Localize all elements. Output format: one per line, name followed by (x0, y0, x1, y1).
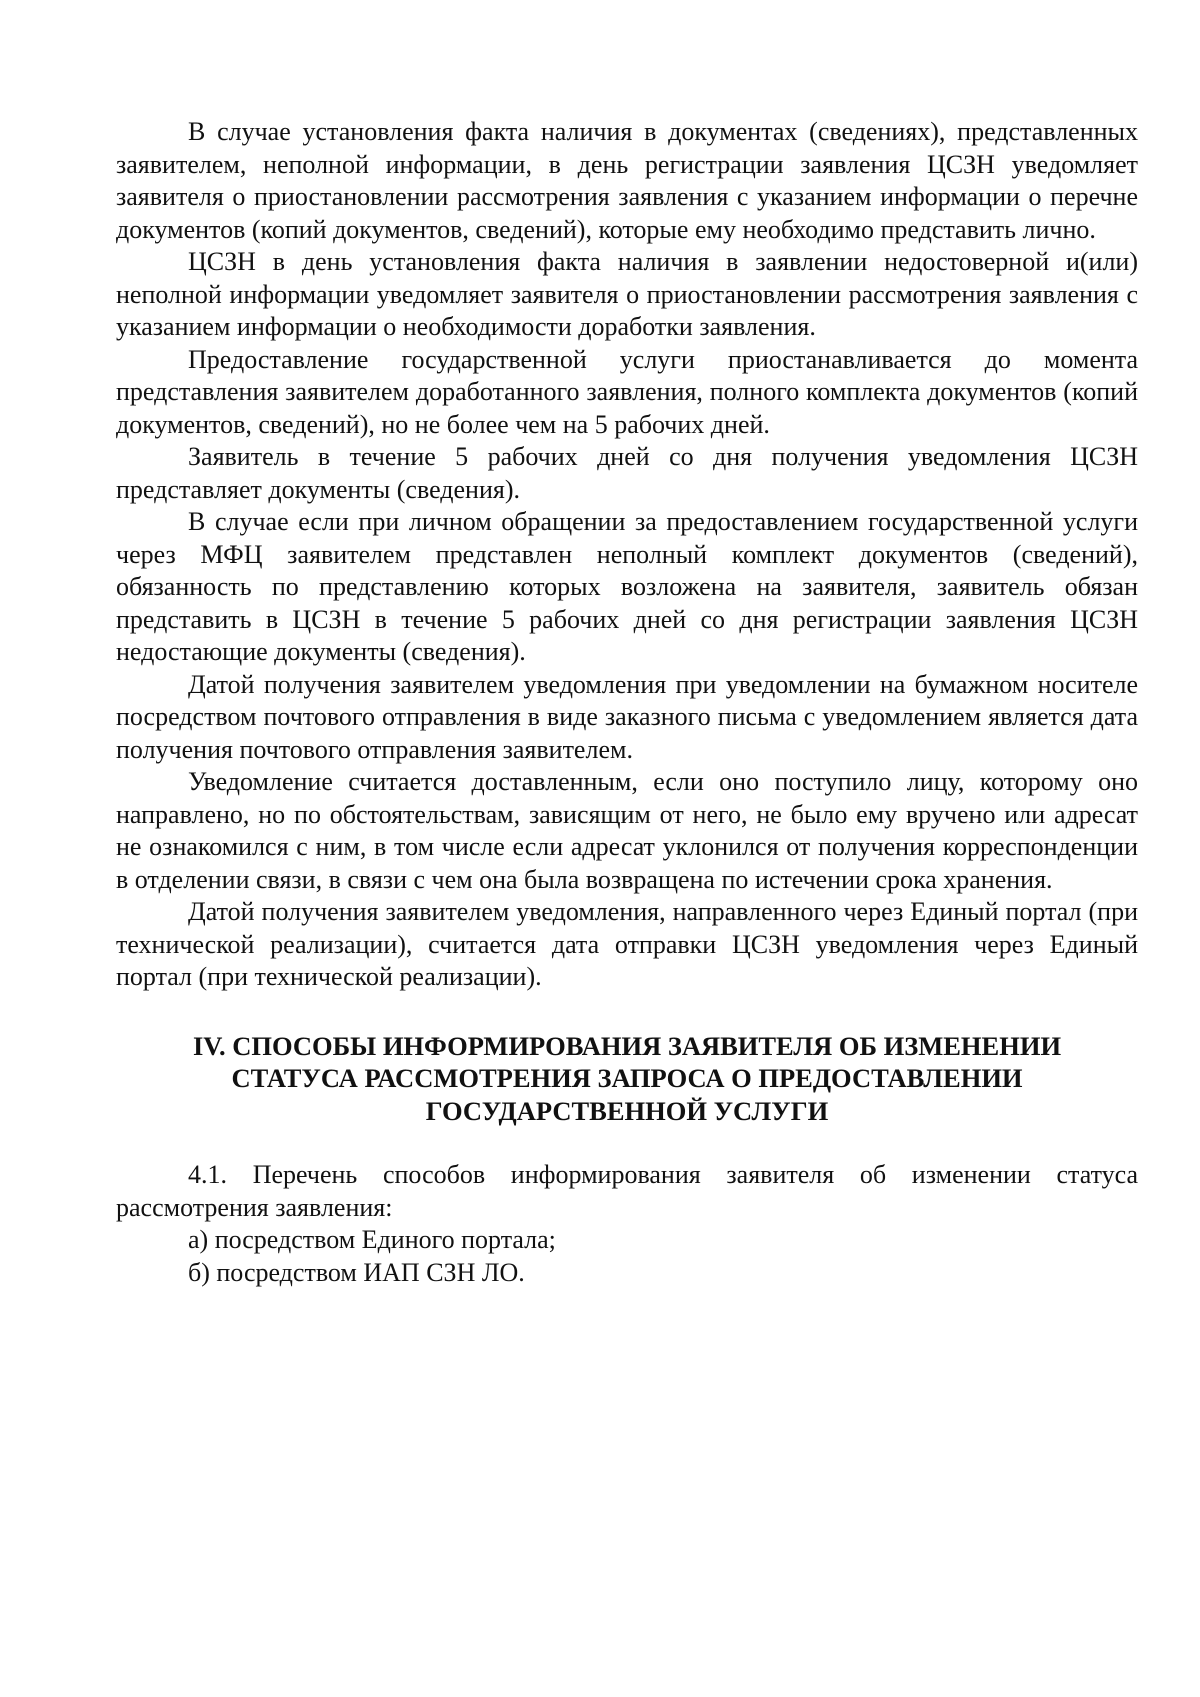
paragraph-mfc-incomplete: В случае если при личном обращении за предоставлением государственной услуги через МФЦ заявителем представлен неполный комплект документов (сведений), обязанность по представлению которых возложена на заявителя, заявитель обязан представить в ЦСЗН в течение 5 рабочих дней со дня регистрации заявления ЦСЗН недостающие документы (сведения). (116, 507, 1138, 666)
document-page (116, 116, 1138, 1289)
list-item-portal: а) посредством Единого портала; (188, 1225, 556, 1254)
paragraph-informing-methods: 4.1. Перечень способов информирования заявителя об изменении статуса рассмотрения заявления: (116, 1160, 1138, 1222)
paragraph-unreliable-info: ЦСЗН в день установления факта наличия в заявлении недостоверной и(или) неполной информации уведомляет заявителя о приостановлении рассмотрения заявления с указанием информации о необходимости доработки заявления. (116, 247, 1138, 341)
section-heading-line: ГОСУДАРСТВЕННОЙ УСЛУГИ (425, 1095, 829, 1126)
section-heading-line: IV. СПОСОБЫ ИНФОРМИРОВАНИЯ ЗАЯВИТЕЛЯ ОБ ИЗМЕНЕНИИ (192, 1030, 1062, 1061)
list-item-iap: б) посредством ИАП СЗН ЛО. (188, 1257, 525, 1287)
paragraph-suspension: Предоставление государственной услуги приостанавливается до момента представления заявителем доработанного заявления, полного комплекта документов (копий документов, сведений), но не более чем на 5 рабочих дней. (116, 344, 1138, 439)
paragraph-incomplete-info: В случае установления факта наличия в документах (сведениях), представленных заявителем, неполной информации, в день регистрации заявления ЦСЗН уведомляет заявителя о приостановлении рассмотрения заявления с указанием информации о перечне документов (копий документов, сведений), которые ему необходимо представить лично. (116, 117, 1138, 244)
paragraph-submission-deadline: Заявитель в течение 5 рабочих дней со дня получения уведомления ЦСЗН представляет документы (сведения). (116, 442, 1138, 504)
paragraph-paper-notification-date: Датой получения заявителем уведомления при уведомлении на бумажном носителе посредством почтового отправления в виде заказного письма с уведомлением является дата получения почтового отправления заявителем. (116, 669, 1138, 764)
paragraph-delivered-notification: Уведомление считается доставленным, если оно поступило лицу, которому оно направлено, но по обстоятельствам, зависящим от него, не было ему вручено или адресат не ознакомился с ним, в том числе если адресат уклонился от получения корреспонденции в отделении связи, в связи с чем она была возвращена по истечении срока хранения. (116, 767, 1138, 894)
section-heading-line: СТАТУСА РАССМОТРЕНИЯ ЗАПРОСА О ПРЕДОСТАВЛЕНИИ (231, 1063, 1023, 1093)
paragraph-portal-notification-date: Датой получения заявителем уведомления, направленного через Единый портал (при технической реализации), считается дата отправки ЦСЗН уведомления через Единый портал (при технической реализации). (116, 897, 1138, 991)
section-heading (116, 1030, 1138, 1128)
